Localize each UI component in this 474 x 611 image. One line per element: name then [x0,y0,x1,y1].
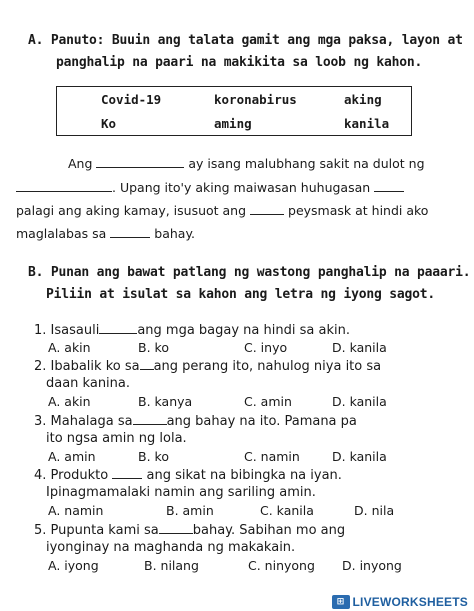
option-d: D. inyong [342,558,402,573]
question-text: 5. Pupunta kami sa [34,523,159,538]
question-4-line-2: Ipinagmamalaki namin ang sariling amin. [46,485,316,500]
blank-4[interactable] [250,203,284,215]
option-a: A. akin [48,340,91,355]
liveworksheets-logo-icon: ⊞ [332,595,350,609]
option-b: B. ko [138,340,169,355]
paragraph-text: palagi ang aking kamay, isusuot ang [16,203,247,218]
blank-1[interactable] [96,156,184,168]
answer-blank-3[interactable] [133,413,167,425]
option-d: D. nila [354,503,395,518]
option-d: D. kanila [332,394,387,409]
word-aking: aking [344,92,382,107]
option-c: C. kanila [260,503,314,518]
blank-3[interactable] [374,180,404,192]
option-a: A. namin [48,503,104,518]
word-koronabirus: koronabirus [214,92,297,107]
question-text: 3. Mahalaga sa [34,414,133,429]
option-d: D. kanila [332,449,387,464]
question-4 [34,467,342,483]
question-5-line-2: iyonginay na maghanda ng makakain. [46,540,296,555]
option-a: A. akin [48,394,91,409]
question-text: bahay. Sabihan mo ang [192,523,346,538]
option-c: C. inyo [244,340,288,355]
paragraph-line-2 [16,180,404,195]
option-a: A. iyong [48,558,99,573]
option-b: B. ko [138,449,169,464]
answer-blank-2[interactable] [140,358,154,370]
question-5 [34,522,345,538]
question-text: ang mga bagay na hindi sa akin. [137,323,350,338]
question-3-line-2: ito ngsa amin ng lola. [46,431,187,446]
paragraph-line-3 [16,203,428,218]
question-1 [34,322,350,338]
option-d: D. kanila [332,340,387,355]
paragraph-text: bahay. [154,226,196,241]
question-3 [34,413,357,429]
question-2 [34,358,381,374]
paragraph-line-4 [16,226,195,241]
paragraph-text: peysmask at hindi ako [288,203,429,218]
paragraph-line-1 [68,156,425,171]
word-kanila: kanila [344,116,390,131]
question-text: ang bahay na ito. Pamana pa [166,414,357,429]
option-b: B. amin [166,503,214,518]
paragraph-text: ay isang malubhang sakit na dulot ng [188,156,425,171]
question-text: 2. Ibabalik ko sa [34,359,140,374]
option-a: A. amin [48,449,96,464]
paragraph-text: maglalabas sa [16,226,107,241]
question-text: 1. Isasauli [34,323,100,338]
logo-text: LIVEWORKSHEETS [352,595,468,609]
option-c: C. amin [244,394,292,409]
option-b: B. nilang [144,558,199,573]
section-a-title-line2: panghalip na paari na makikita sa loob ng kahon. [56,55,423,70]
option-c: C. namin [244,449,300,464]
option-b: B. kanya [138,394,193,409]
answer-blank-4[interactable] [112,467,142,479]
option-c: C. ninyong [248,558,315,573]
blank-2[interactable] [16,180,112,192]
word-bank-box [56,86,412,136]
question-text: ang sikat na bibingka na iyan. [146,468,342,483]
question-text: 4. Produkto [34,468,109,483]
paragraph-text: . Upang ito'y aking maiwasan huhugasan [112,180,371,195]
liveworksheets-logo[interactable] [332,595,468,609]
word-covid: Covid-19 [101,92,162,107]
word-ko: Ko [101,116,117,131]
word-aming: aming [214,116,252,131]
answer-blank-5[interactable] [159,522,193,534]
section-b-title-line2: Piliin at isulat sa kahon ang letra ng iyong sagot. [46,287,435,302]
blank-5[interactable] [110,226,150,238]
section-a-title-line1: A. Panuto: Buuin ang talata gamit ang mga paksa, layon at [28,33,463,48]
question-text: ang perang ito, nahulog niya ito sa [153,359,382,374]
paragraph-text: Ang [68,156,93,171]
answer-blank-1[interactable] [99,322,137,334]
section-b-title-line1: B. Punan ang bawat patlang ng wastong panghalip na paaari. [28,265,471,280]
question-2-line-2: daan kanina. [46,376,131,391]
